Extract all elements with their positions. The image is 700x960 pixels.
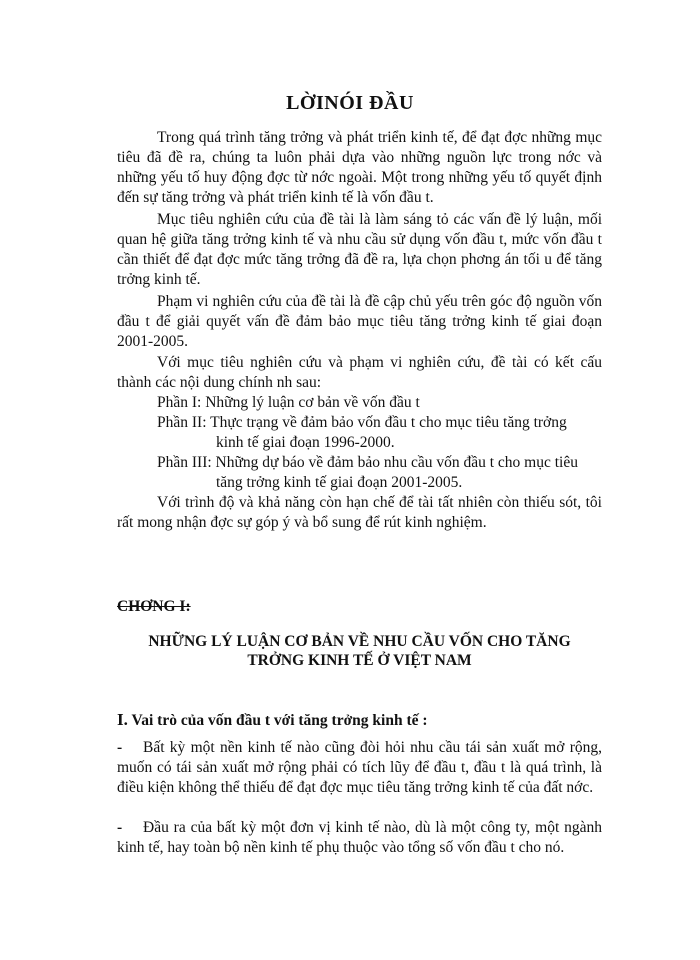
section-heading: [117, 710, 428, 730]
part-3-text-line1: Phần III: Những dự báo về đảm bảo nhu cầu vốn đầu t cho mục tiêu: [157, 454, 578, 471]
part-3-item: [157, 453, 602, 493]
part-1-text: Phần I: Những lý luận cơ bản về vốn đầu t: [157, 394, 420, 411]
bullet-marker: -: [117, 739, 123, 756]
part-2-text-line2: kinh tế giai đoạn 1996-2000.: [216, 434, 395, 451]
bullet-text-1: Bất kỳ một nền kinh tế nào cũng đòi hỏi nhu cầu tái sản xuất mở rộng, muốn có tái sản xuất mở rộng phải có tích lũy để đầu t, đầu t là quá trình, là điều kiện không thể thiếu để đạt đợc mục tiêu tăng trởng kinh tế của đất nớc.: [117, 739, 602, 796]
part-3-text-line2: tăng trởng kinh tế giai đoạn 2001-2005.: [216, 474, 463, 491]
part-1-item: [157, 393, 602, 413]
chapter-title-line1: NHỮNG LÝ LUẬN CƠ BẢN VỀ NHU CẦU VỐN CHO TĂNG: [148, 633, 571, 650]
bullet-item-2: [117, 818, 602, 858]
page-title: LỜINÓI ĐẦU: [286, 92, 414, 114]
section-number: I.: [117, 710, 128, 729]
bullet-item-1: [117, 738, 602, 798]
bullet-text-2: Đầu ra của bất kỳ một đơn vị kinh tế nào, dù là một công ty, một ngành kinh tế, hay toàn bộ nền kinh tế phụ thuộc vào tổng số vốn đầu t cho nó.: [117, 819, 602, 856]
chapter-title-line2: TRỞNG KINH TẾ Ở VIỆT NAM: [247, 652, 472, 669]
part-2-text-line1: Phần II: Thực trạng về đảm bảo vốn đầu t cho mục tiêu tăng trởng: [157, 414, 567, 431]
section-title: Vai trò của vốn đầu t với tăng trởng kinh tế :: [131, 712, 428, 729]
chapter-label: CHƠNG I:: [117, 598, 191, 615]
intro-paragraph-2: Mục tiêu nghiên cứu của đề tài là làm sáng tỏ các vấn đề lý luận, mối quan hệ giữa tăng trởng kinh tế và nhu cầu sử dụng vốn đầu t, mức vốn đầu t cần thiết để đạt đợc mức tăng trởng đã đề ra, lựa chọn phơng án tối u để tăng trởng kinh tế.: [117, 211, 602, 288]
bullet-marker: -: [117, 819, 123, 836]
part-2-item: [157, 413, 602, 453]
intro-paragraph-1: Trong quá trình tăng trởng và phát triển kinh tế, để đạt đợc những mục tiêu đã đề ra, chúng ta luôn phải dựa vào những nguồn lực trong nớc và những yếu tố huy động đợc từ nớc ngoài. Một trong những yếu tố quyết định đến sự tăng trởng và phát triển kinh tế là vốn đầu t.: [117, 129, 602, 206]
intro-paragraph-3: Phạm vi nghiên cứu của đề tài là đề cập chủ yếu trên góc độ nguồn vốn đầu t để giải quyết vấn đề đảm bảo mục tiêu tăng trởng kinh tế giai đoạn 2001-2005.: [117, 293, 602, 350]
chapter-title: [117, 632, 602, 670]
intro-paragraph-4: Với mục tiêu nghiên cứu và phạm vi nghiên cứu, đề tài có kết cấu thành các nội dung chính nh sau:: [117, 354, 602, 391]
intro-paragraph-5: Với trình độ và khả năng còn hạn chế để tài tất nhiên còn thiếu sót, tôi rất mong nhận đợc sự góp ý và bổ sung để rút kinh nghiệm.: [117, 494, 602, 531]
